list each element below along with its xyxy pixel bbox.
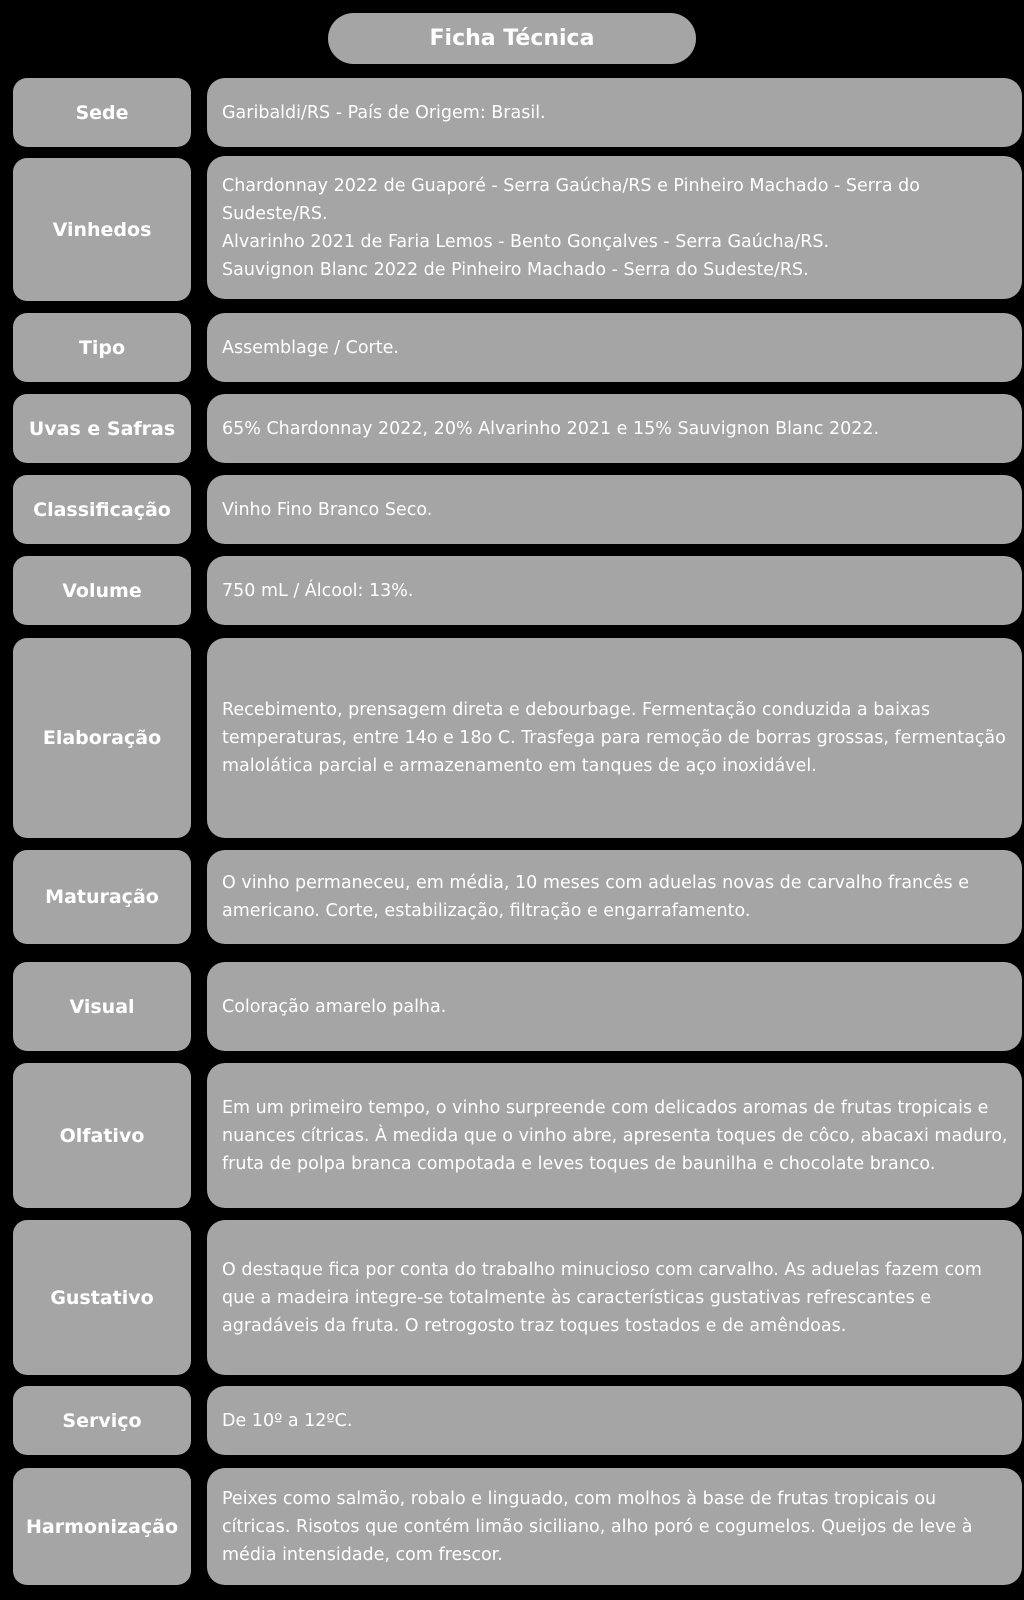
row-value xyxy=(207,1468,1022,1585)
row-maturacao xyxy=(0,850,1024,944)
row-value-text: Garibaldi/RS - País de Origem: Brasil. xyxy=(222,102,546,123)
row-value xyxy=(207,1220,1022,1375)
row-value-text: O destaque fica por conta do trabalho minucioso com carvalho. As aduelas fazem com que a madeira integre-se totalmente às características gustativas refrescantes e agradáveis da fruta. O retrogosto traz toques tostados e de amêndoas. xyxy=(222,1259,982,1336)
row-value-text: Vinho Fino Branco Seco. xyxy=(222,499,433,520)
row-label: Maturação xyxy=(13,850,191,944)
row-classificacao xyxy=(0,475,1024,544)
row-label: Uvas e Safras xyxy=(13,394,191,463)
row-vinhedos xyxy=(0,158,1024,301)
row-value xyxy=(207,638,1022,838)
row-label: Tipo xyxy=(13,313,191,382)
row-value xyxy=(207,475,1022,544)
row-value xyxy=(207,1063,1022,1208)
row-label: Visual xyxy=(13,962,191,1051)
row-sede xyxy=(0,78,1024,147)
row-value xyxy=(207,156,1022,299)
row-value-text: Em um primeiro tempo, o vinho surpreende com delicados aromas de frutas tropicais e nuances cítricas. À medida que o vinho abre, apresenta toques de côco, abacaxi maduro, fruta de polpa branca compotada e leves toques de baunilha e chocolate branco. xyxy=(222,1097,1008,1174)
row-value xyxy=(207,394,1022,463)
row-value-text: 65% Chardonnay 2022, 20% Alvarinho 2021 e 15% Sauvignon Blanc 2022. xyxy=(222,418,880,439)
row-value xyxy=(207,313,1022,382)
row-tipo xyxy=(0,313,1024,382)
page-title: Ficha Técnica xyxy=(328,13,696,64)
row-servico xyxy=(0,1386,1024,1455)
row-value-line: Alvarinho 2021 de Faria Lemos - Bento Gonçalves - Serra Gaúcha/RS. xyxy=(222,231,830,252)
row-olfativo xyxy=(0,1063,1024,1208)
row-label: Olfativo xyxy=(13,1063,191,1208)
row-label: Gustativo xyxy=(13,1220,191,1375)
row-label: Elaboração xyxy=(13,638,191,838)
row-label: Vinhedos xyxy=(13,158,191,301)
row-value xyxy=(207,556,1022,625)
row-harmonizacao xyxy=(0,1468,1024,1585)
row-value-text: 750 mL / Álcool: 13%. xyxy=(222,580,414,601)
row-uvas-e-safras xyxy=(0,394,1024,463)
row-label: Serviço xyxy=(13,1386,191,1455)
row-value xyxy=(207,962,1022,1051)
row-label: Sede xyxy=(13,78,191,147)
row-visual xyxy=(0,962,1024,1051)
row-value-text: Assemblage / Corte. xyxy=(222,337,399,358)
row-value-text: O vinho permaneceu, em média, 10 meses com aduelas novas de carvalho francês e americano. Corte, estabilização, filtração e engarrafamento. xyxy=(222,873,969,921)
row-label: Volume xyxy=(13,556,191,625)
row-volume xyxy=(0,556,1024,625)
row-value-line: Sauvignon Blanc 2022 de Pinheiro Machado - Serra do Sudeste/RS. xyxy=(222,259,809,280)
row-label: Classificação xyxy=(13,475,191,544)
row-value-text: Coloração amarelo palha. xyxy=(222,996,447,1017)
row-gustativo xyxy=(0,1220,1024,1375)
row-label: Harmonização xyxy=(13,1468,191,1585)
row-value xyxy=(207,78,1022,147)
row-value-text: De 10º a 12ºC. xyxy=(222,1410,353,1431)
row-value-text: Recebimento, prensagem direta e debourbage. Fermentação conduzida a baixas temperaturas, entre 14o e 18o C. Trasfega para remoção de borras grossas, fermentação malolática parcial e armazenamento em tanques de aço inoxidável. xyxy=(222,700,1006,776)
row-elaboracao xyxy=(0,638,1024,838)
row-value xyxy=(207,850,1022,944)
row-value-text: Peixes como salmão, robalo e linguado, com molhos à base de frutas tropicais ou cítricas. Risotos que contém limão siciliano, alho poró e cogumelos. Queijos de leve à média intensidade, com frescor. xyxy=(222,1488,973,1565)
row-value xyxy=(207,1386,1022,1455)
row-value-line: Chardonnay 2022 de Guaporé - Serra Gaúcha/RS e Pinheiro Machado - Serra do Sudeste/RS. xyxy=(222,175,920,224)
